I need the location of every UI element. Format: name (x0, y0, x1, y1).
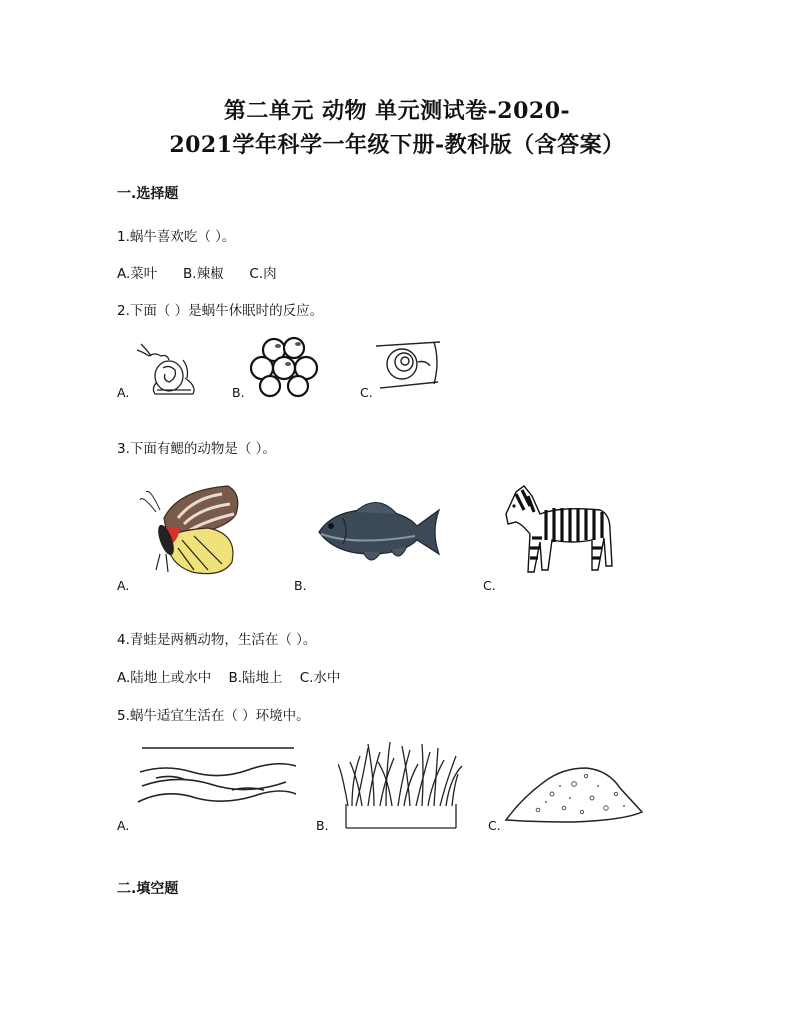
snail-shell-sealed-icon (374, 338, 442, 394)
q2-option-a-label: A. (117, 385, 130, 400)
question-4-options (117, 666, 340, 686)
q5-option-c-label: C. (488, 818, 501, 833)
fish-icon (315, 492, 441, 570)
question-5: 5.蜗牛适宜生活在（ ）环境中。 (117, 708, 310, 724)
option-b: B.陆地上 (228, 670, 283, 686)
q3-option-b-label: B. (294, 578, 307, 593)
question-4: 4.青蛙是两栖动物，生活在（ ）。 (117, 632, 317, 648)
option-c: C.肉 (249, 266, 277, 282)
q5-option-a-label: A. (117, 818, 130, 833)
page-title-line-2: 2021学年科学一年级下册-教科版（含答案） (169, 132, 625, 158)
q3-option-c-label: C. (483, 578, 496, 593)
option-b: B.辣椒 (183, 266, 224, 282)
snail-emerging-icon (133, 338, 201, 398)
q2-option-c-label: C. (360, 385, 373, 400)
question-3: 3.下面有鳃的动物是（ ）。 (117, 441, 276, 457)
snail-eggs-icon (248, 334, 324, 398)
question-2: 2.下面（ ）是蜗牛休眠时的反应。 (117, 303, 324, 319)
q3-option-a-label: A. (117, 578, 130, 593)
section-heading-fill: 二.填空题 (117, 881, 179, 897)
grass-environment-icon (338, 742, 464, 830)
butterfly-icon (138, 484, 244, 578)
zebra-icon (502, 484, 616, 576)
water-environment-icon (136, 744, 300, 814)
option-a: A.菜叶 (117, 266, 158, 282)
option-a: A.陆地上或水中 (117, 670, 212, 686)
page-title-line-1: 第二单元 动物 单元测试卷-2020- (223, 98, 571, 124)
question-1-options (117, 262, 277, 282)
q5-option-b-label: B. (316, 818, 329, 833)
section-heading-choice: 一.选择题 (117, 186, 179, 202)
question-1: 1.蜗牛喜欢吃（ ）。 (117, 229, 236, 245)
q2-option-b-label: B. (232, 385, 245, 400)
sand-pile-icon (504, 764, 644, 824)
option-c: C.水中 (299, 670, 341, 686)
